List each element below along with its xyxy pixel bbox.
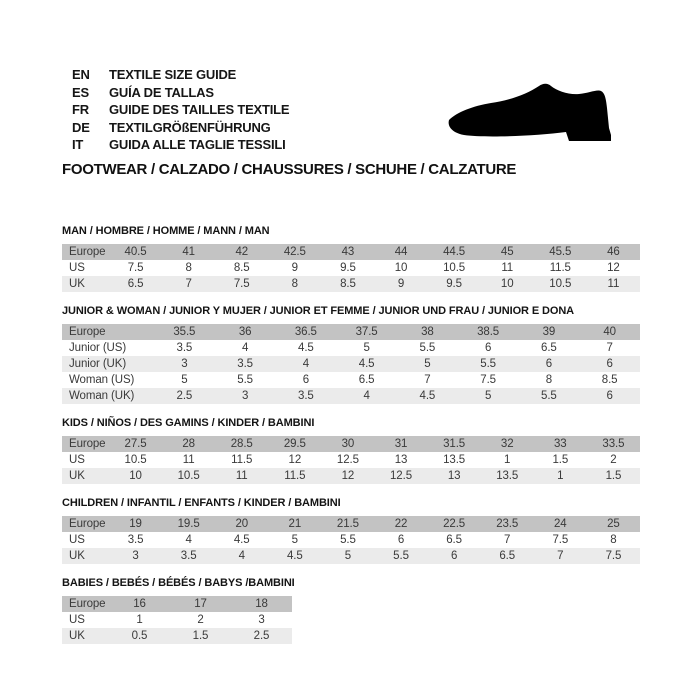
table-row [62,628,292,644]
size-cell: 3.5 [180,550,197,562]
table-row [62,516,640,532]
size-cell: 24 [554,518,567,530]
size-cell: 6 [302,374,310,386]
size-cell: 5 [363,342,370,354]
size-cell: 35.5 [173,326,196,338]
row-label: Junior (UK) [69,358,127,370]
row-label: Europe [69,598,106,610]
size-cell: 5.5 [480,358,496,370]
language-row [72,119,289,137]
size-cell: 7 [424,374,431,386]
language-code: DE [72,119,90,135]
size-cell: 29.5 [283,438,306,450]
size-cell: 3.5 [298,390,314,402]
size-cell: 4.5 [419,390,436,402]
size-cell: 20 [235,518,249,530]
section-title: CHILDREN / INFANTIL / ENFANTS / KINDER / BAMBINI [62,497,341,509]
size-cell: 3 [181,358,188,370]
size-table [62,324,640,404]
table-row [62,276,640,292]
size-table [62,436,640,484]
row-label: US [69,534,85,546]
table-row [62,612,292,628]
size-table [62,596,292,644]
size-cell: 2 [197,614,204,626]
size-cell: 38 [421,326,434,338]
size-cell: 8.5 [233,262,250,274]
language-row [72,84,289,102]
row-label: US [69,454,85,466]
size-cell: 7 [185,278,192,290]
size-cell: 7.5 [127,262,144,274]
size-cell: 13 [447,470,461,482]
language-row [72,101,289,119]
size-cell: 5.5 [393,550,409,562]
row-label: US [69,614,85,626]
size-cell: 6 [450,550,458,562]
size-cell: 4 [238,550,245,562]
size-cell: 4.5 [286,550,303,562]
size-cell: 41 [182,246,195,258]
size-cell: 25 [607,518,620,530]
row-label: UK [69,550,85,562]
table-row [62,436,640,452]
size-cell: 2.5 [253,630,270,642]
size-cell: 8 [185,262,192,274]
size-cell: 1.5 [552,454,569,466]
language-label: TEXTILGRÖßENFÜHRUNG [109,119,271,135]
size-cell: 9.5 [446,278,462,290]
size-cell: 6.5 [446,534,462,546]
size-cell: 28 [182,438,195,450]
section-title: MAN / HOMBRE / HOMME / MANN / MAN [62,225,270,237]
size-cell: 44 [394,246,408,258]
row-label: Junior (US) [69,342,127,354]
size-cell: 4 [185,534,192,546]
size-cell: 36 [238,326,252,338]
size-table [62,516,640,564]
size-cell: 21.5 [336,518,359,530]
size-cell: 8 [545,374,553,386]
size-cell: 19 [129,518,142,530]
size-cell: 9 [397,278,405,290]
row-label: Woman (UK) [69,390,135,402]
size-cell: 4 [363,390,370,402]
size-cell: 10.5 [549,278,572,290]
size-cell: 11 [235,470,248,482]
size-cell: 42.5 [283,246,306,258]
section-title: KIDS / NIÑOS / DES GAMINS / KINDER / BAMBINI [62,417,315,429]
size-cell: 10.5 [177,470,200,482]
language-label: GUIDA ALLE TAGLIE TESSILI [109,137,286,153]
table-row [62,452,640,468]
table-row [62,340,640,356]
size-cell: 7.5 [552,534,569,546]
size-cell: 3.5 [237,358,253,370]
row-label: Europe [69,326,106,338]
row-label: Europe [69,246,106,258]
language-code: EN [72,67,90,83]
size-cell: 27.5 [124,438,147,450]
size-cell: 36.5 [294,326,317,338]
size-section [62,497,640,564]
table-row [62,372,640,388]
size-cell: 7 [606,342,613,354]
size-cell: 10.5 [124,454,147,466]
size-cell: 8.5 [601,374,618,386]
table-row [62,548,640,564]
table-row [62,468,640,484]
size-section [62,225,640,292]
size-cell: 12 [607,262,620,274]
size-cell: 28.5 [230,438,253,450]
size-cell: 8 [291,278,298,290]
size-cell: 17 [194,598,207,610]
size-cell: 30 [341,438,355,450]
size-cell: 7 [557,550,564,562]
size-cell: 12 [341,470,355,482]
size-cell: 6.5 [499,550,516,562]
section-title: BABIES / BEBÉS / BÉBÉS / BABYS /BAMBINI [62,577,295,589]
language-label: TEXTILE SIZE GUIDE [109,67,237,83]
size-cell: 33.5 [602,438,625,450]
size-cell: 6 [397,534,405,546]
size-cell: 6.5 [541,342,557,354]
size-cell: 10 [129,470,142,482]
size-cell: 5.5 [237,374,253,386]
size-cell: 19.5 [177,518,200,530]
table-row [62,244,640,260]
size-cell: 38.5 [477,326,500,338]
size-section [62,305,640,404]
size-cell: 3.5 [176,342,193,354]
row-label: UK [69,630,85,642]
row-label: UK [69,278,85,290]
size-cell: 1 [557,470,564,482]
size-cell: 4.5 [233,534,250,546]
size-cell: 13.5 [496,470,519,482]
shoe-icon [447,83,619,145]
language-list [72,66,289,154]
size-table [62,244,640,292]
size-cell: 31.5 [443,438,466,450]
size-section [62,577,640,644]
size-cell: 6 [545,358,553,370]
size-cell: 6 [606,358,613,370]
size-cell: 4.5 [358,358,375,370]
size-cell: 5 [424,358,431,370]
size-cell: 1.5 [192,630,209,642]
size-cell: 31 [394,438,408,450]
size-cell: 0.5 [131,630,148,642]
size-cell: 3 [258,614,265,626]
size-cell: 5 [484,390,492,402]
size-cell: 3 [132,550,139,562]
size-cell: 5 [181,374,188,386]
size-cell: 2.5 [176,390,193,402]
size-cell: 11.5 [231,454,253,466]
size-cell: 11.5 [284,470,306,482]
size-cell: 6.5 [358,374,375,386]
size-cell: 12.5 [390,470,412,482]
table-row [62,532,640,548]
language-label: GUÍA DE TALLAS [109,84,214,100]
table-row [62,260,640,276]
size-cell: 4.5 [298,342,314,354]
size-cell: 33 [554,438,567,450]
size-cell: 10 [500,278,514,290]
size-cell: 11 [607,278,620,290]
table-row [62,356,640,372]
size-cell: 8.5 [340,278,356,290]
size-cell: 7.5 [480,374,496,386]
language-code: ES [72,84,89,100]
size-cell: 40.5 [124,246,147,258]
size-cell: 7.5 [605,550,622,562]
size-cell: 13 [394,454,408,466]
size-cell: 7 [504,534,511,546]
size-cell: 10.5 [443,262,466,274]
size-cell: 12 [288,454,302,466]
size-cell: 11 [182,454,195,466]
size-cell: 46 [607,246,620,258]
language-row [72,136,289,154]
size-cell: 32 [500,438,514,450]
size-cell: 5 [344,550,352,562]
size-cell: 6.5 [127,278,144,290]
size-cell: 22.5 [443,518,466,530]
size-cell: 22 [394,518,408,530]
footwear-heading: FOOTWEAR / CALZADO / CHAUSSURES / SCHUHE / CALZATURE [62,161,517,178]
size-cell: 37.5 [355,326,378,338]
section-title: JUNIOR & WOMAN / JUNIOR Y MUJER / JUNIOR ET FEMME / JUNIOR UND FRAU / JUNIOR E DONA [62,305,575,317]
size-cell: 10 [394,262,408,274]
size-cell: 5 [291,534,298,546]
size-section [62,417,640,484]
size-cell: 3.5 [127,534,144,546]
size-cell: 5.5 [541,390,557,402]
size-cell: 45 [500,246,514,258]
size-cell: 1.5 [605,470,622,482]
size-cell: 43 [341,246,355,258]
size-cell: 9 [291,262,298,274]
size-cell: 3 [241,390,249,402]
size-tables [62,225,640,657]
row-label: Europe [69,438,106,450]
size-cell: 6 [484,342,492,354]
table-row [62,324,640,340]
table-row [62,388,640,404]
language-label: GUIDE DES TAILLES TEXTILE [109,102,290,118]
size-cell: 45.5 [549,246,572,258]
size-cell: 12.5 [336,454,359,466]
size-cell: 5.5 [419,342,436,354]
size-cell: 23.5 [496,518,519,530]
size-cell: 5.5 [340,534,356,546]
size-cell: 4 [241,342,249,354]
size-cell: 40 [603,326,616,338]
language-row [72,66,289,84]
size-cell: 2 [610,454,617,466]
size-cell: 44.5 [443,246,466,258]
size-cell: 11 [501,262,514,274]
size-cell: 21 [288,518,302,530]
size-cell: 16 [133,598,146,610]
row-label: Woman (US) [69,374,135,386]
size-cell: 4 [302,358,310,370]
size-cell: 1 [136,614,143,626]
size-cell: 6 [606,390,613,402]
size-cell: 1 [504,454,511,466]
size-cell: 9.5 [340,262,356,274]
size-cell: 7.5 [233,278,250,290]
size-cell: 39 [542,326,556,338]
size-cell: 8 [610,534,617,546]
row-label: Europe [69,518,106,530]
size-cell: 13.5 [443,454,466,466]
language-code: FR [72,102,89,118]
row-label: US [69,262,85,274]
language-code: IT [72,137,84,153]
size-cell: 11.5 [549,262,571,274]
size-cell: 42 [235,246,249,258]
table-row [62,596,292,612]
row-label: UK [69,470,85,482]
size-cell: 18 [255,598,268,610]
